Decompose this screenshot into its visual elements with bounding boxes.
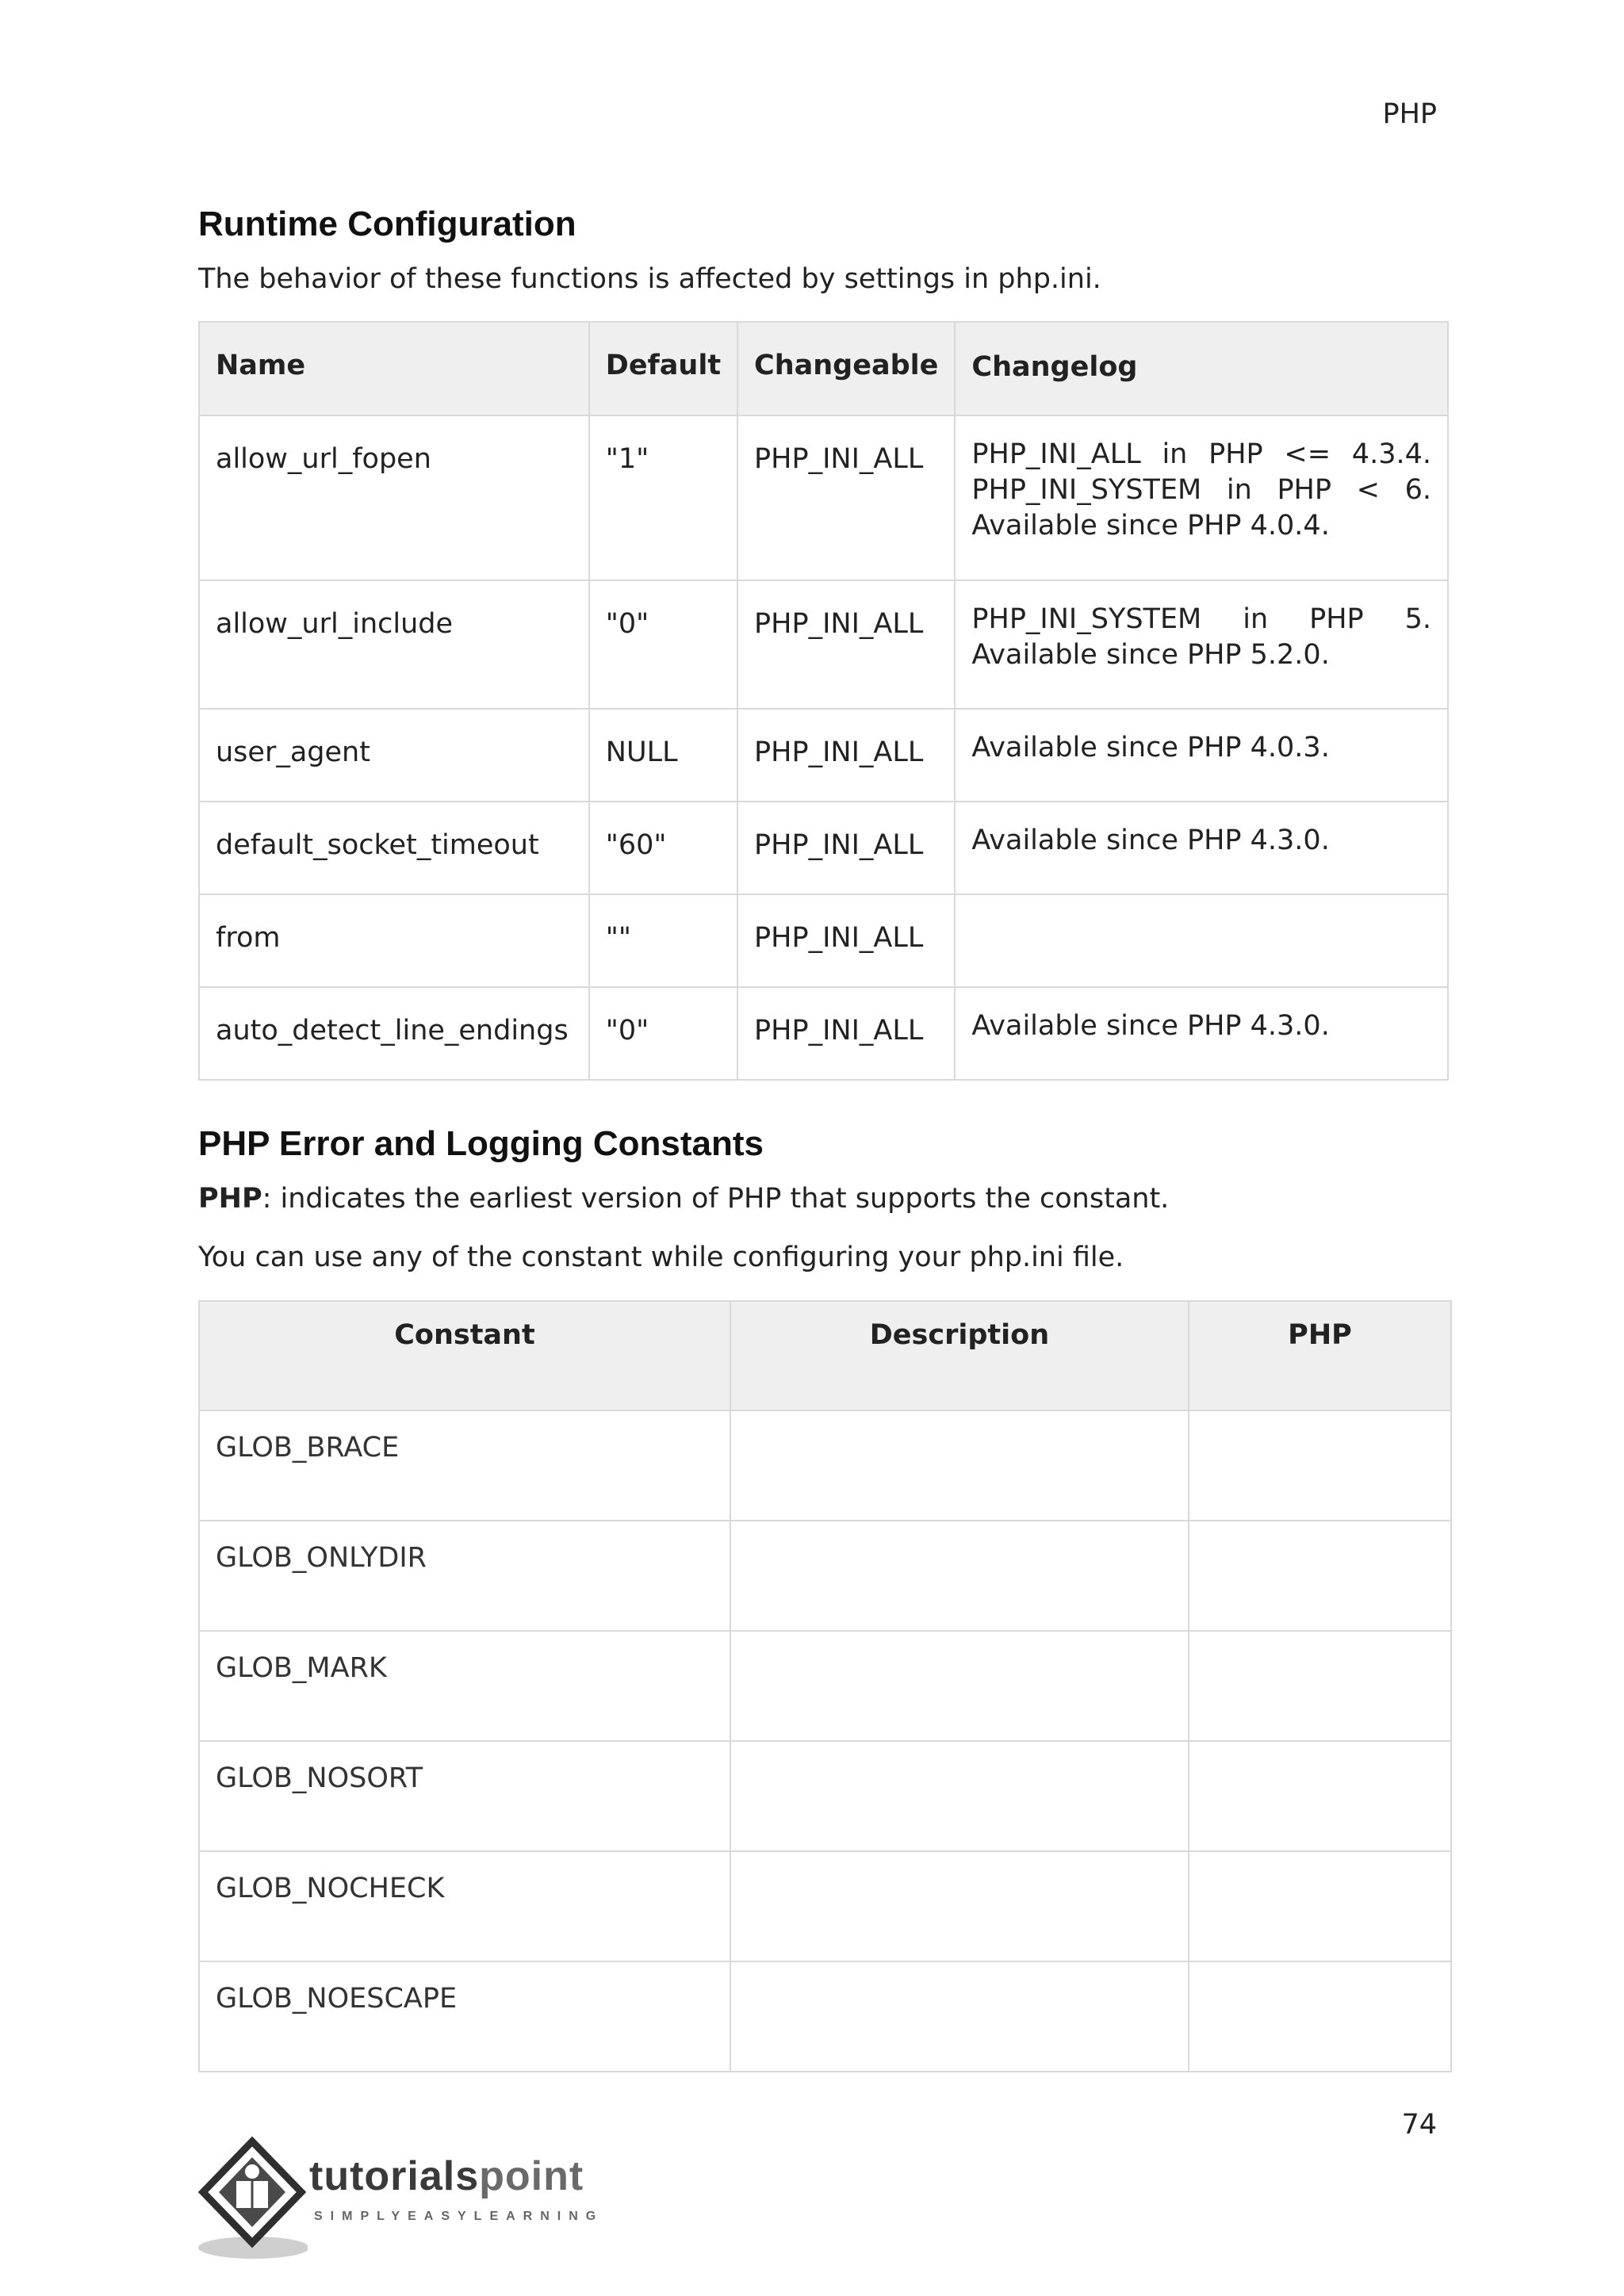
runtime-intro: The behavior of these functions is affected by settings in php.ini. bbox=[198, 263, 1101, 295]
setting-default: "0" bbox=[589, 580, 737, 709]
constants-note bbox=[198, 1183, 1169, 1215]
table-header-row bbox=[199, 322, 1448, 415]
page-number: 74 bbox=[1401, 2109, 1437, 2141]
setting-name: user_agent bbox=[199, 709, 589, 802]
setting-changeable: PHP_INI_ALL bbox=[737, 987, 955, 1080]
table-row bbox=[199, 709, 1448, 802]
tutorialspoint-logo bbox=[197, 2137, 609, 2263]
column-header-changelog: Changelog bbox=[955, 322, 1448, 415]
column-header-description: Description bbox=[730, 1301, 1189, 1410]
constant-php-version bbox=[1189, 1410, 1451, 1521]
setting-changeable: PHP_INI_ALL bbox=[737, 894, 955, 987]
setting-name: default_socket_timeout bbox=[199, 802, 589, 894]
logo-tagline: SIMPLYEASYLEARNING bbox=[314, 2210, 604, 2223]
table-row bbox=[199, 1410, 1451, 1521]
table-row bbox=[199, 894, 1448, 987]
constants-note-bold: PHP bbox=[198, 1183, 262, 1215]
setting-default: NULL bbox=[589, 709, 737, 802]
constants-usage: You can use any of the constant while configuring your php.ini file. bbox=[198, 1242, 1124, 1273]
column-header-name: Name bbox=[199, 322, 589, 415]
constant-name: GLOB_NOESCAPE bbox=[199, 1961, 730, 2072]
setting-name: from bbox=[199, 894, 589, 987]
table-row bbox=[199, 1521, 1451, 1631]
table-header-row bbox=[199, 1301, 1451, 1410]
constant-name: GLOB_BRACE bbox=[199, 1410, 730, 1521]
setting-name: allow_url_include bbox=[199, 580, 589, 709]
constant-php-version bbox=[1189, 1631, 1451, 1741]
running-header: PHP bbox=[1382, 98, 1437, 130]
constants-table bbox=[198, 1300, 1452, 2072]
setting-changelog bbox=[955, 894, 1448, 987]
setting-changelog: Available since PHP 4.3.0. bbox=[955, 987, 1448, 1080]
setting-changeable: PHP_INI_ALL bbox=[737, 580, 955, 709]
table-row bbox=[199, 415, 1448, 580]
column-header-php: PHP bbox=[1189, 1301, 1451, 1410]
constant-php-version bbox=[1189, 1851, 1451, 1961]
table-row bbox=[199, 580, 1448, 709]
setting-name: auto_detect_line_endings bbox=[199, 987, 589, 1080]
table-row bbox=[199, 802, 1448, 894]
constant-description bbox=[730, 1741, 1189, 1851]
constant-description bbox=[730, 1631, 1189, 1741]
column-header-changeable: Changeable bbox=[737, 322, 955, 415]
constant-php-version bbox=[1189, 1961, 1451, 2072]
setting-default: "0" bbox=[589, 987, 737, 1080]
constant-description bbox=[730, 1410, 1189, 1521]
constant-name: GLOB_ONLYDIR bbox=[199, 1521, 730, 1631]
constant-name: GLOB_NOSORT bbox=[199, 1741, 730, 1851]
table-row bbox=[199, 1961, 1451, 2072]
table-row bbox=[199, 1851, 1451, 1961]
table-row bbox=[199, 1631, 1451, 1741]
constant-php-version bbox=[1189, 1521, 1451, 1631]
setting-changelog: Available since PHP 4.0.3. bbox=[955, 709, 1448, 802]
column-header-constant: Constant bbox=[199, 1301, 730, 1410]
logo-wordmark: tutorialspoint bbox=[309, 2153, 584, 2199]
constants-section-title: PHP Error and Logging Constants bbox=[198, 1124, 764, 1163]
column-header-default: Default bbox=[589, 322, 737, 415]
setting-changeable: PHP_INI_ALL bbox=[737, 802, 955, 894]
setting-changeable: PHP_INI_ALL bbox=[737, 709, 955, 802]
table-row bbox=[199, 1741, 1451, 1851]
setting-default: "60" bbox=[589, 802, 737, 894]
setting-default: "1" bbox=[589, 415, 737, 580]
constant-name: GLOB_NOCHECK bbox=[199, 1851, 730, 1961]
constant-php-version bbox=[1189, 1741, 1451, 1851]
setting-default: "" bbox=[589, 894, 737, 987]
setting-changeable: PHP_INI_ALL bbox=[737, 415, 955, 580]
setting-changelog: PHP_INI_SYSTEM in PHP 5. Available since PHP 5.2.0. bbox=[955, 580, 1448, 709]
table-row bbox=[199, 987, 1448, 1080]
constant-description bbox=[730, 1521, 1189, 1631]
logo-emblem-icon bbox=[197, 2137, 308, 2263]
runtime-section-title: Runtime Configuration bbox=[198, 205, 576, 243]
constant-description bbox=[730, 1851, 1189, 1961]
setting-changelog: PHP_INI_ALL in PHP <= 4.3.4. PHP_INI_SYSTEM in PHP < 6. Available since PHP 4.0.4. bbox=[955, 415, 1448, 580]
constant-description bbox=[730, 1961, 1189, 2072]
runtime-config-table bbox=[198, 321, 1449, 1081]
setting-name: allow_url_fopen bbox=[199, 415, 589, 580]
constants-note-text: : indicates the earliest version of PHP that supports the constant. bbox=[262, 1183, 1170, 1215]
constant-name: GLOB_MARK bbox=[199, 1631, 730, 1741]
setting-changelog: Available since PHP 4.3.0. bbox=[955, 802, 1448, 894]
